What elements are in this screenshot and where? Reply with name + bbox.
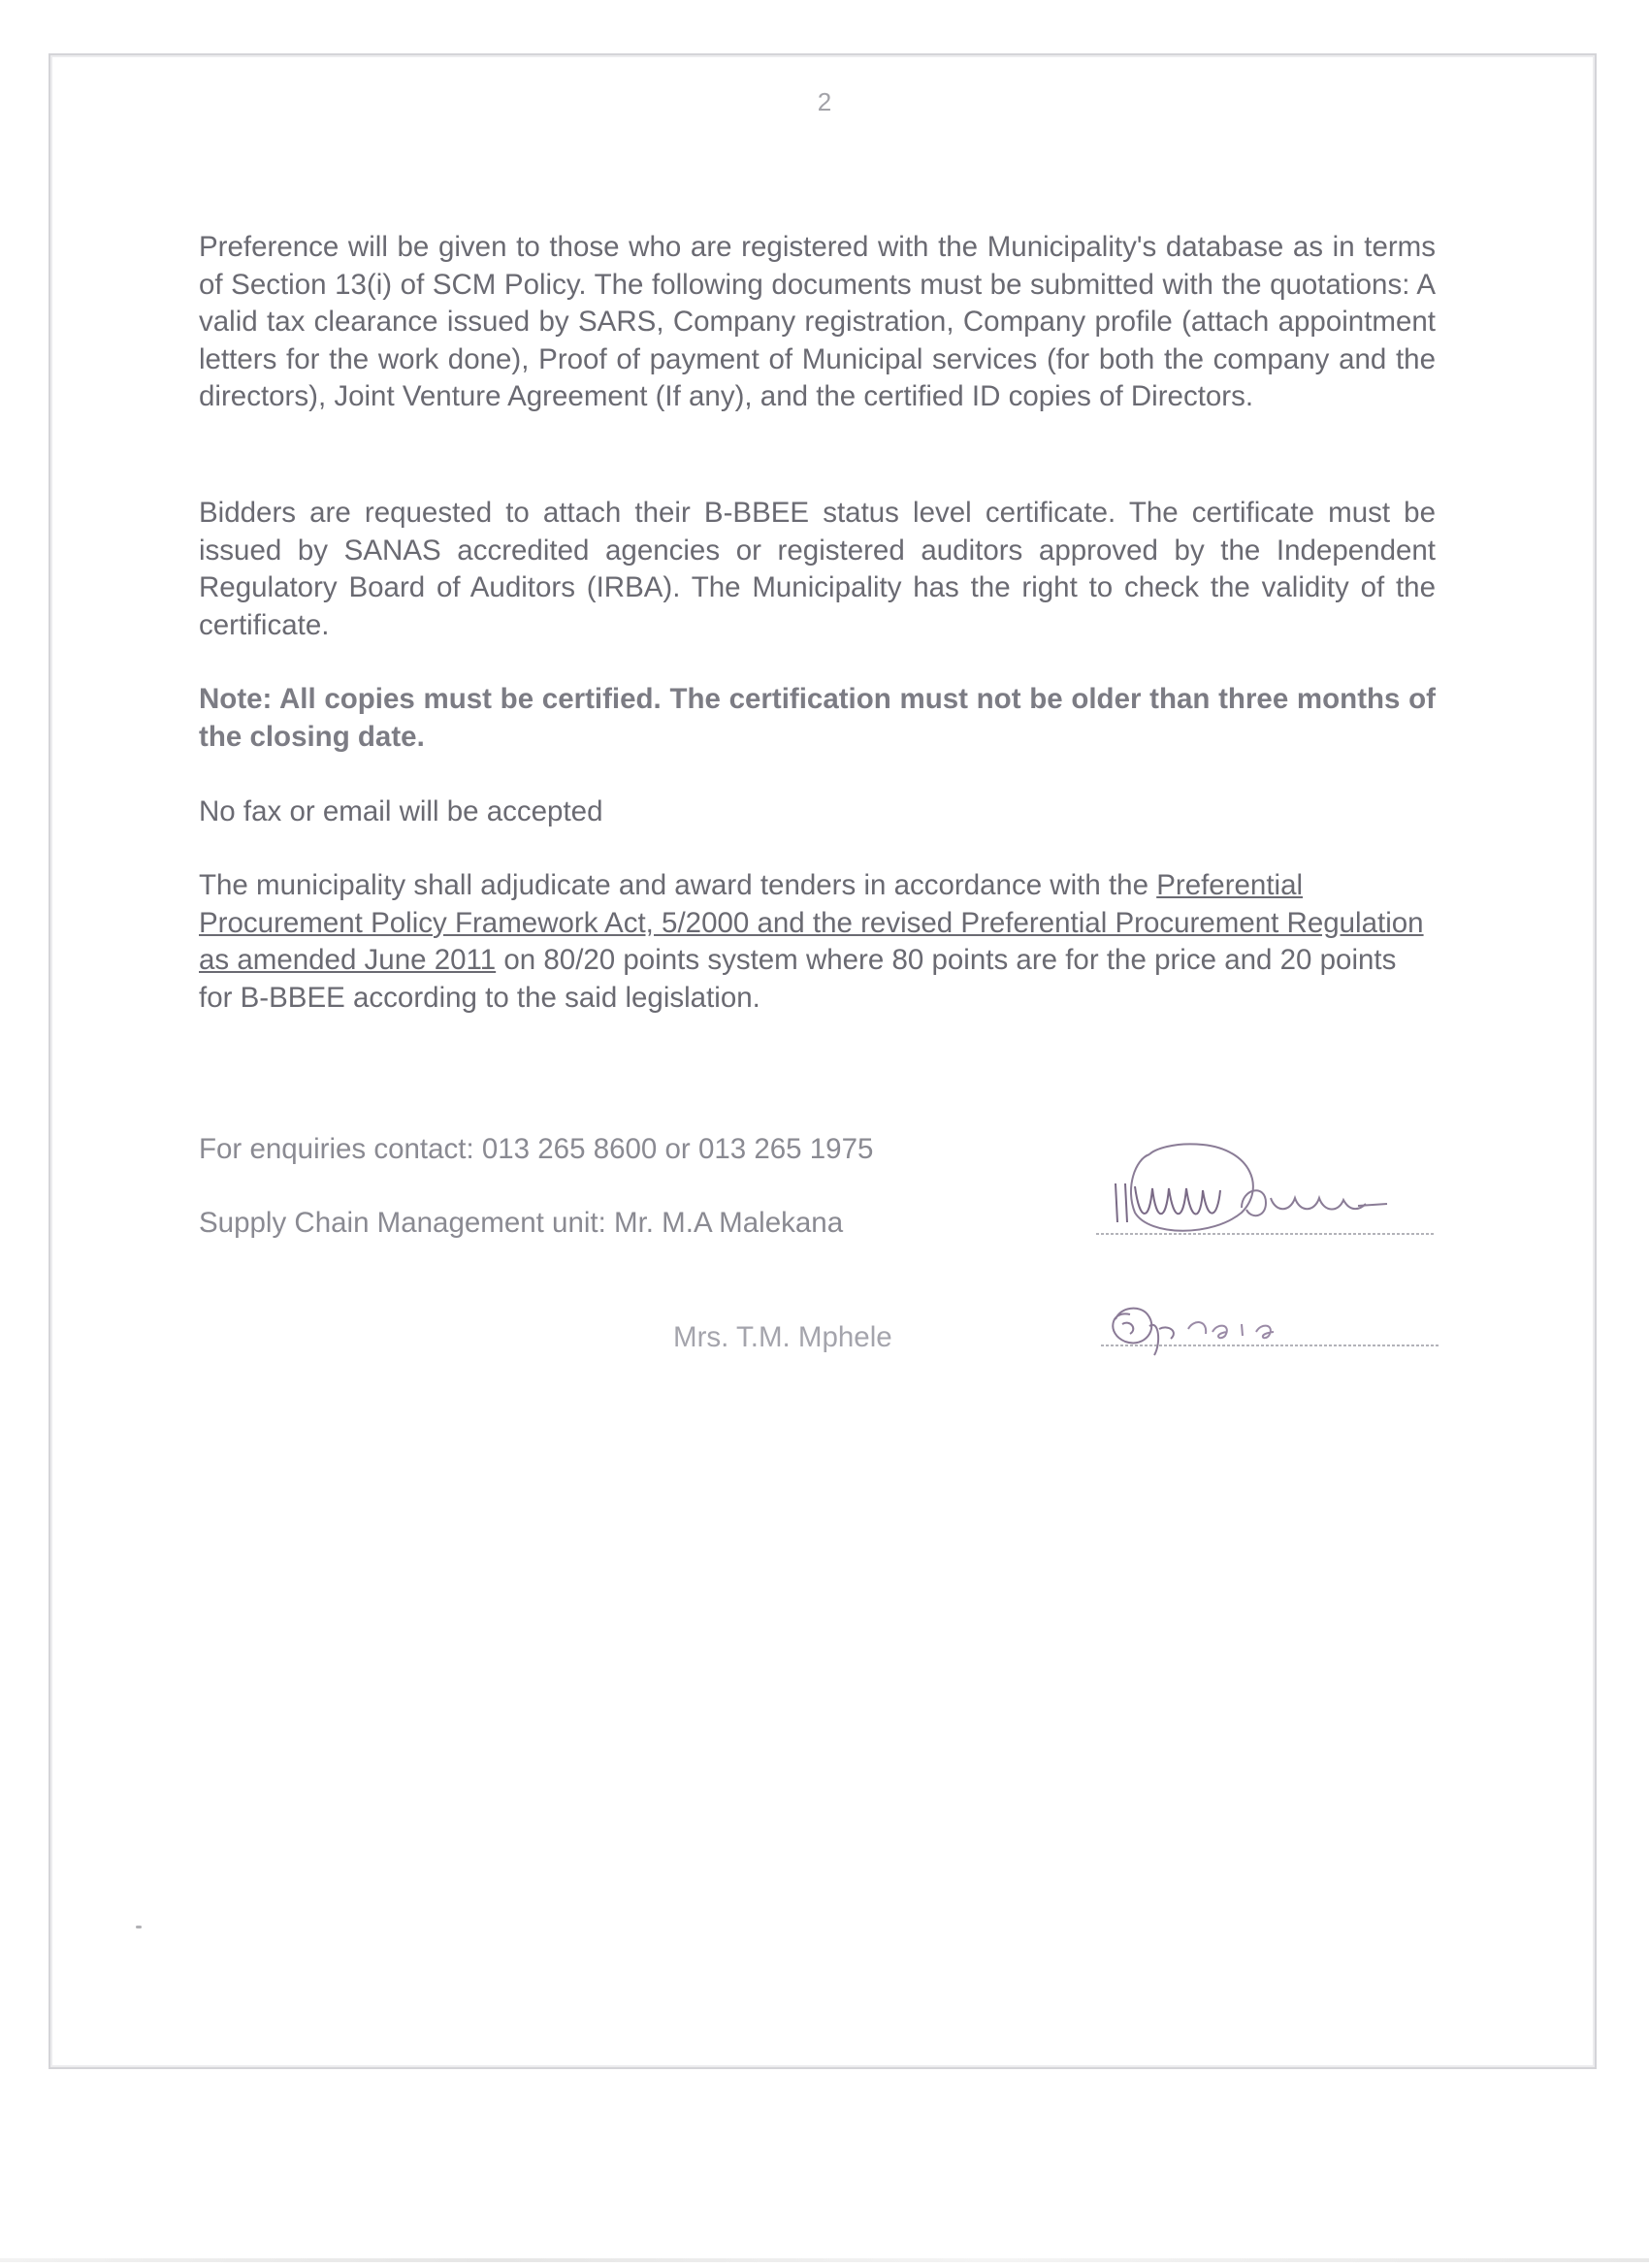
signature-mphele bbox=[1101, 1285, 1440, 1358]
certification-note: Note: All copies must be certified. The certification must not be older than three months of the closing date. bbox=[199, 683, 1436, 753]
second-signatory-name: Mrs. T.M. Mphele bbox=[673, 1321, 892, 1353]
adjudication-intro: The municipality shall adjudicate and award tenders in accordance with the bbox=[199, 869, 1148, 901]
legislation-reference: Preferential Procurement Policy Framework Act, 5/2000 and the revised Preferential Procurement Regulation as amended June 2011 bbox=[199, 869, 1424, 976]
signature-malekana bbox=[1096, 1130, 1436, 1247]
scan-edge bbox=[0, 2258, 1649, 2262]
page-number: 2 bbox=[817, 87, 832, 116]
adjudication-outro: on 80/20 points system where 80 points are for the price and 20 points for B-BBEE according to the said legislation. bbox=[199, 944, 1397, 1014]
enquiries-contact: For enquiries contact: 013 265 8600 or 013 265 1975 bbox=[199, 1133, 874, 1165]
scan-speck bbox=[136, 1926, 142, 1928]
fax-notice: No fax or email will be accepted bbox=[199, 795, 603, 827]
bbbee-paragraph: Bidders are requested to attach their B-BBEE status level certificate. The certificate must be issued by SANAS accredited agencies or registered auditors approved by the Independent Regulatory Board of Auditors (IRBA). The Municipality has the right to check the validity of the certificate. bbox=[199, 497, 1436, 641]
adjudication-paragraph bbox=[199, 867, 1436, 1017]
scm-unit-contact: Supply Chain Management unit: Mr. M.A Malekana bbox=[199, 1207, 844, 1239]
preference-paragraph: Preference will be given to those who are registered with the Municipality's database as in terms of Section 13(i) of SCM Policy. The following documents must be submitted with the quotations: A valid tax clearance issued by SARS, Company registration, Company profile (attach appointment letters for the work done), Proof of payment of Municipal services (for both the company and the directors), Joint Venture Agreement (If any), and the certified ID copies of Directors. bbox=[199, 231, 1436, 412]
